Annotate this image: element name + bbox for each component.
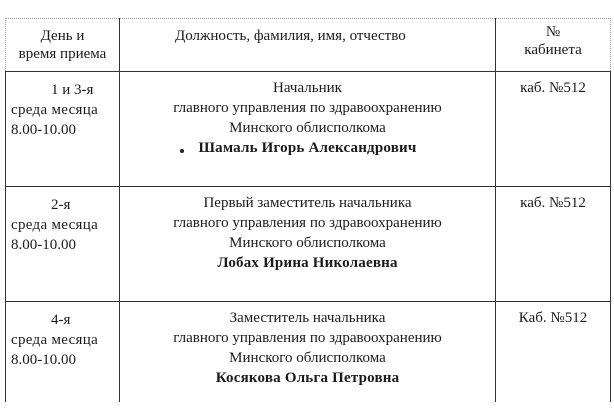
day-time-cell	[6, 302, 120, 403]
position-title: Заместитель начальника	[229, 310, 386, 326]
header-position-name-text: Должность, фамилия, имя, отчество	[175, 28, 406, 44]
office-number: каб. №512	[520, 195, 586, 211]
position-cell	[120, 72, 496, 187]
office-cell	[496, 302, 611, 403]
header-day-time-line2: время приема	[18, 46, 107, 62]
position-organization: Минского облисполкома	[229, 350, 386, 366]
header-position-name	[120, 19, 496, 72]
header-office	[496, 19, 611, 72]
table-row	[6, 187, 611, 302]
day-text: 4-я	[51, 312, 71, 328]
header-day-time	[6, 19, 120, 72]
person-name: Лобах Ирина Николаевна	[217, 255, 398, 271]
time-text: 8.00-10.00	[11, 352, 76, 368]
table-header-row	[6, 19, 611, 72]
office-number: каб. №512	[520, 80, 586, 96]
day-text: 1 и 3-я	[51, 82, 94, 98]
header-office-symbol: №	[545, 24, 561, 40]
person-name: Шамаль Игорь Александрович	[198, 140, 417, 156]
header-office-label: кабинета	[524, 42, 582, 58]
position-department: главного управления по здравоохранению	[173, 100, 442, 116]
person-name: Косякова Ольга Петровна	[215, 370, 400, 386]
reception-schedule-table	[5, 18, 611, 402]
header-day-time-line1: День и	[40, 28, 85, 44]
position-department: главного управления по здравоохранению	[173, 330, 442, 346]
table-row	[6, 72, 611, 187]
day-time-cell	[6, 72, 120, 187]
office-cell	[496, 187, 611, 302]
office-cell	[496, 72, 611, 187]
position-organization: Минского облисполкома	[229, 120, 386, 136]
weekday-text: среда месяца	[11, 217, 99, 233]
day-time-cell	[6, 187, 120, 302]
position-cell	[120, 187, 496, 302]
day-text: 2-я	[51, 197, 71, 213]
time-text: 8.00-10.00	[11, 122, 76, 138]
position-title: Первый заместитель начальника	[203, 195, 412, 211]
position-cell	[120, 302, 496, 403]
position-title: Начальник	[273, 80, 342, 96]
office-number: Каб. №512	[518, 310, 588, 326]
position-department: главного управления по здравоохранению	[173, 215, 442, 231]
time-text: 8.00-10.00	[11, 237, 76, 253]
position-organization: Минского облисполкома	[229, 235, 386, 251]
weekday-text: среда месяца	[11, 332, 99, 348]
table-row	[6, 302, 611, 403]
weekday-text: среда месяца	[11, 102, 99, 118]
scan-speck	[180, 149, 184, 153]
